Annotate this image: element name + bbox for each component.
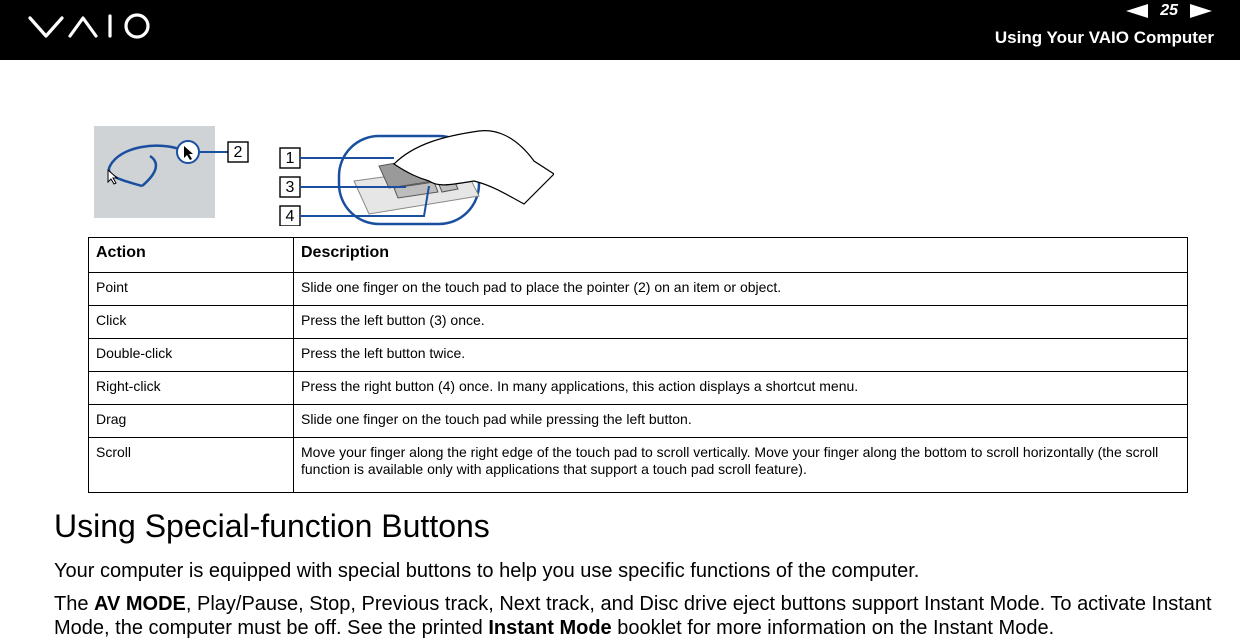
action-cell: Double-click [89, 339, 294, 372]
section-heading: Using Special-function Buttons [54, 508, 490, 544]
action-cell: Right-click [89, 372, 294, 405]
column-header-action: Action [89, 238, 294, 273]
svg-text:2: 2 [233, 144, 243, 161]
touch-pad-actions-table [88, 237, 1188, 493]
touch-pad-illustration [94, 126, 554, 226]
header-bar [0, 0, 1240, 60]
page-navigation [1124, 0, 1214, 22]
instant-mode-term: Instant Mode [488, 617, 612, 639]
instant-mode-paragraph: The AV MODE, Play/Pause, Stop, Previous track, Next track, and Disc drive eject buttons support Instant Mode. To activate Instant Mode, the computer must be off. See the printed Instant Mode booklet for more information on the Instant Mode. [54, 593, 1212, 639]
description-cell: Slide one finger on the touch pad to place the pointer (2) on an item or object. [294, 273, 1188, 306]
action-cell: Click [89, 306, 294, 339]
page-number: 25 [1160, 2, 1178, 19]
column-header-description: Description [294, 238, 1188, 273]
description-cell: Press the left button (3) once. [294, 306, 1188, 339]
left-arrow-icon[interactable] [1124, 3, 1150, 19]
table-row [89, 273, 1188, 306]
table-row [89, 306, 1188, 339]
intro-paragraph: Your computer is equipped with special buttons to help you use specific functions of the computer. [54, 560, 920, 582]
svg-text:3: 3 [285, 179, 295, 196]
action-cell: Point [89, 273, 294, 306]
description-cell: Slide one finger on the touch pad while pressing the left button. [294, 405, 1188, 438]
header-title: Using Your VAIO Computer [994, 28, 1214, 47]
svg-text:1: 1 [285, 150, 295, 167]
vaio-logo [28, 9, 158, 43]
table-row [89, 438, 1188, 493]
action-cell: Drag [89, 405, 294, 438]
svg-text:4: 4 [285, 208, 295, 225]
table-row [89, 372, 1188, 405]
table-row [89, 405, 1188, 438]
av-mode-term: AV MODE [94, 593, 186, 615]
table-row [89, 339, 1188, 372]
description-cell: Press the left button twice. [294, 339, 1188, 372]
table-header-row [89, 238, 1188, 273]
description-cell: Move your finger along the right edge of the touch pad to scroll vertically. Move your finger along the bottom to scroll horizontally (the scroll function is available only with applications that support a touch pad scroll feature). [294, 438, 1188, 493]
description-cell: Press the right button (4) once. In many applications, this action displays a shortcut menu. [294, 372, 1188, 405]
right-arrow-icon[interactable] [1188, 3, 1214, 19]
action-cell: Scroll [89, 438, 294, 493]
